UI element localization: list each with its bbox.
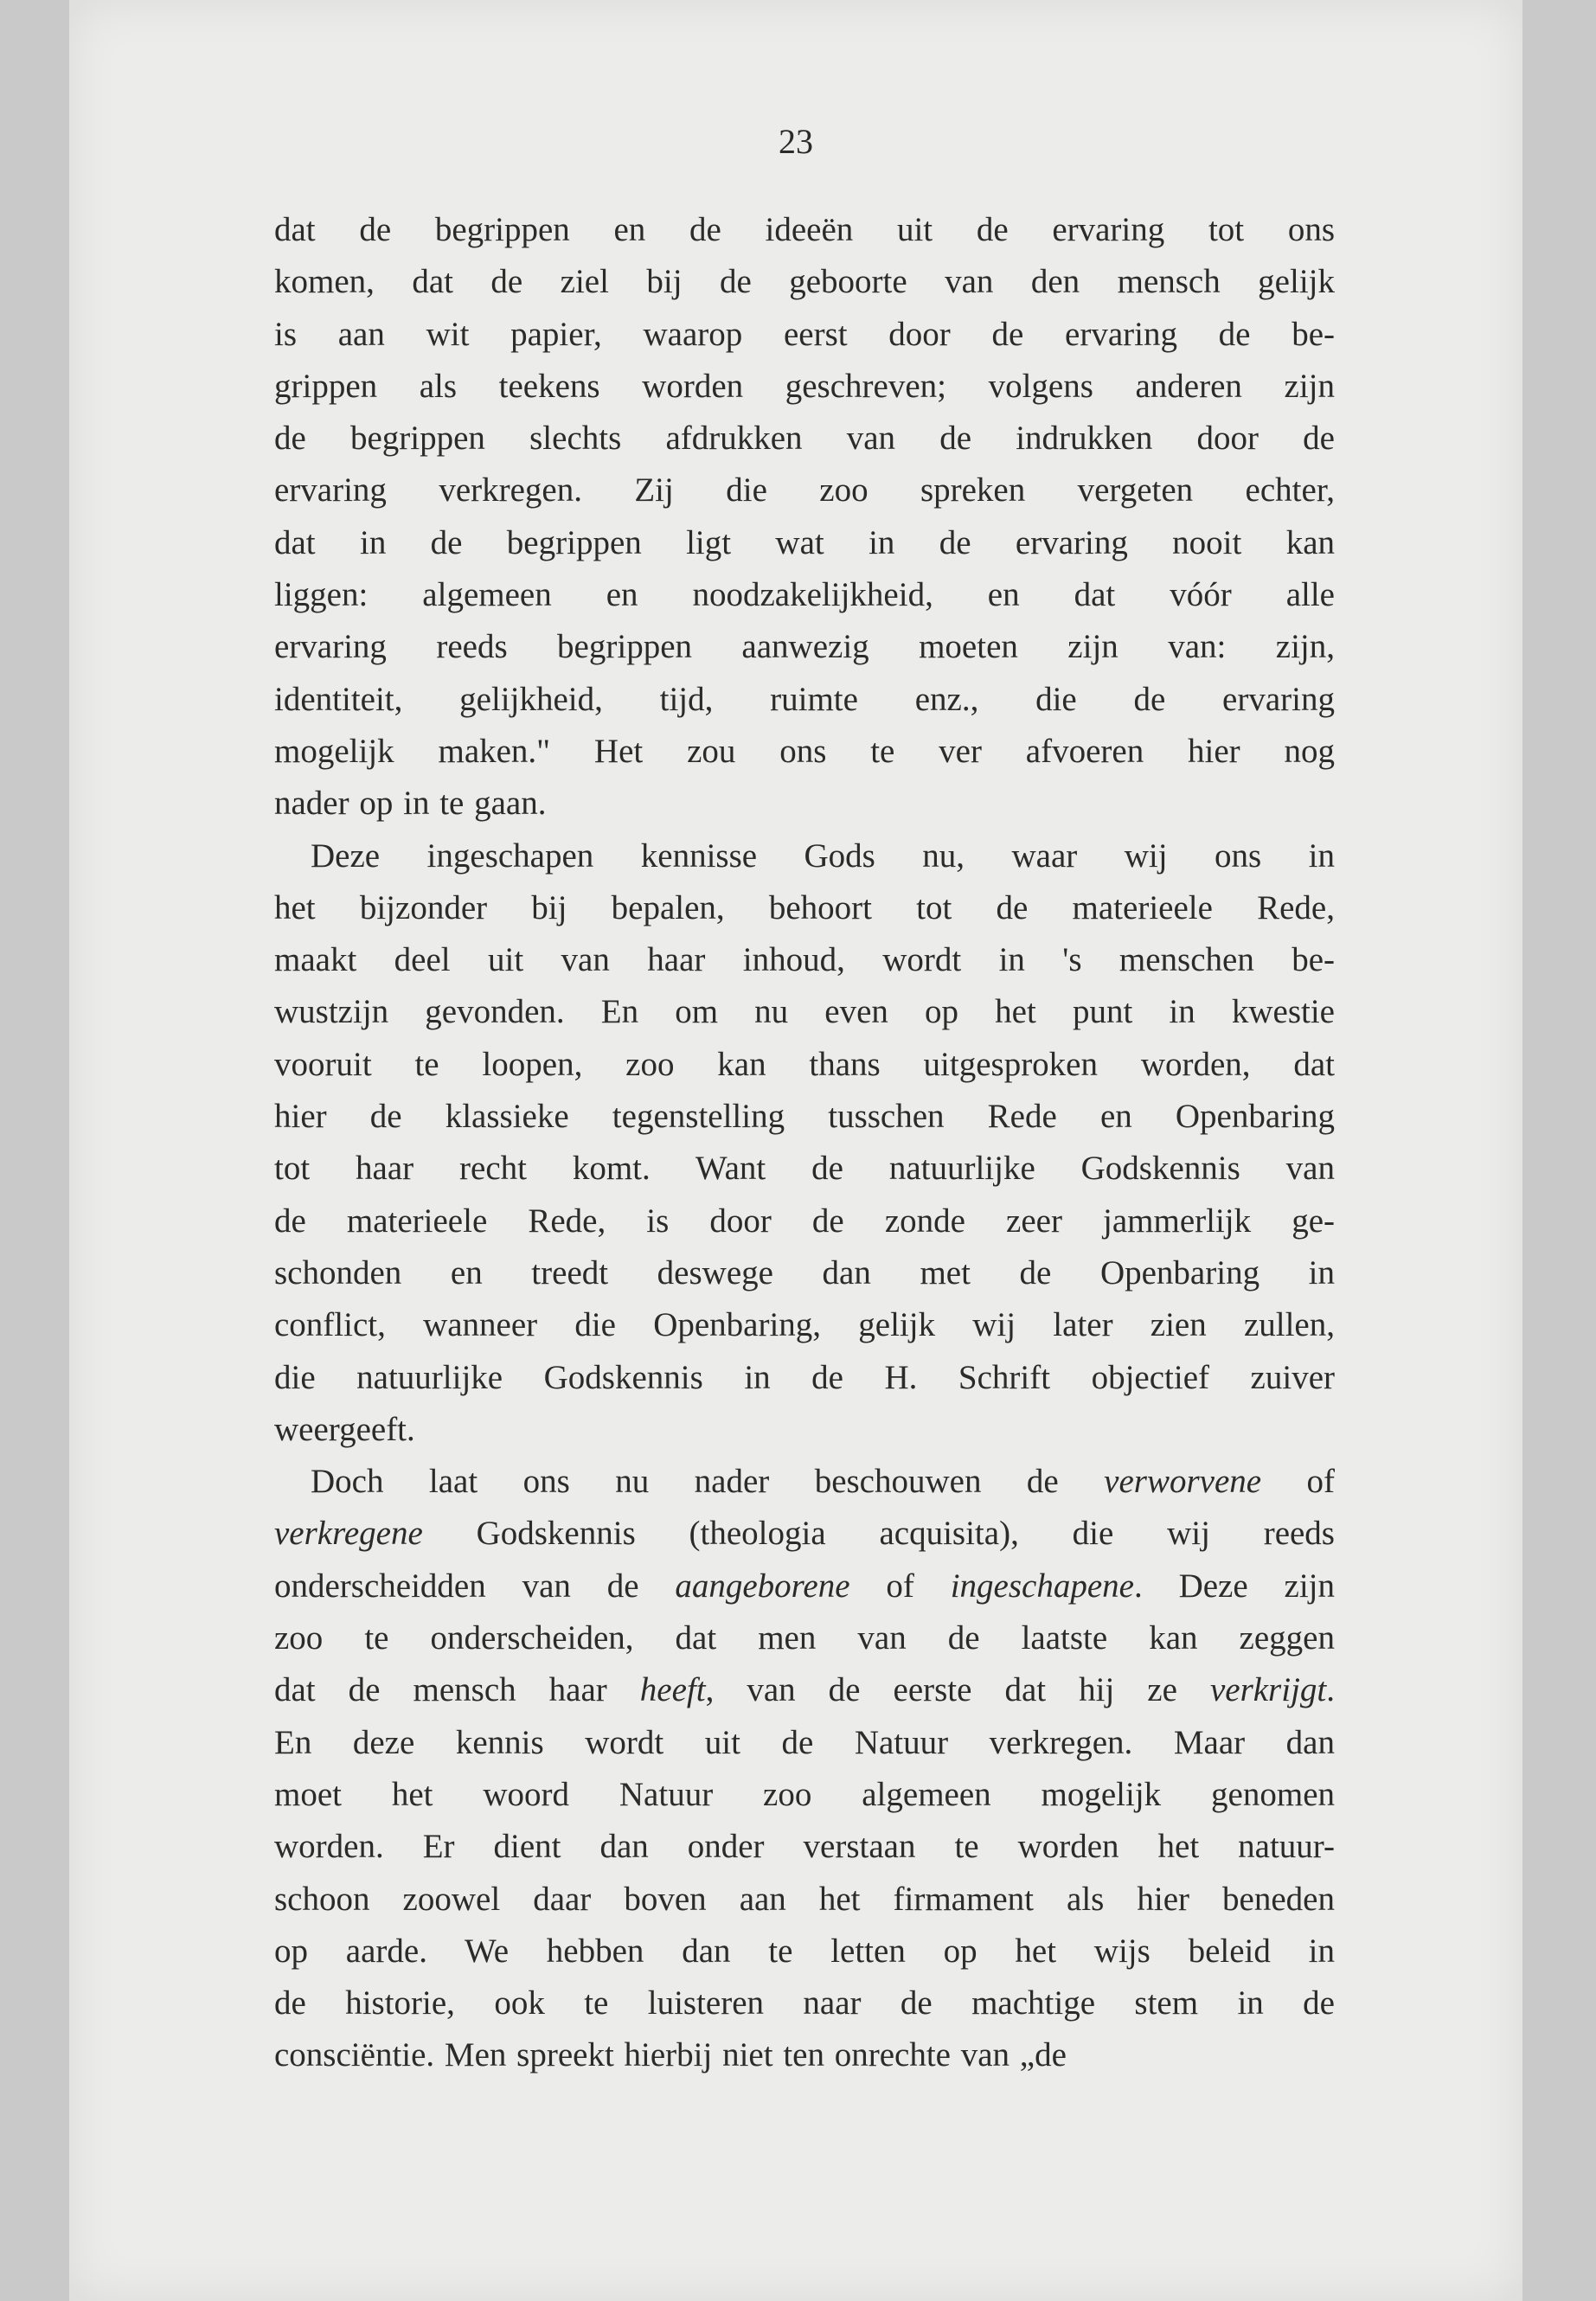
text-line: vooruit te loopen, zoo kan thans uitgesproken worden, dat (274, 1045, 1335, 1083)
text-line: de begrippen slechts afdrukken van de indrukken door de (274, 420, 1335, 458)
text-line: wustzijn gevonden. En om nu even op het punt in kwestie (274, 993, 1335, 1031)
text-line: dat de begrippen en de ideeën uit de ervaring tot ons (274, 211, 1335, 248)
text-line: onderscheidden van de aangeborene of ingeschapene. Deze zijn (274, 1567, 1335, 1605)
page-number: 23 (779, 122, 813, 161)
text-line: het bijzonder bij bepalen, behoort tot de materieele Rede, (274, 888, 1335, 926)
paragraph (274, 1456, 1335, 2082)
text-line: weergeeft. (274, 1410, 415, 1448)
text-line: dat de mensch haar heeft, van de eerste dat hij ze verkrijgt. (274, 1671, 1335, 1709)
text-line: Doch laat ons nu nader beschouwen de verworvene of (311, 1463, 1335, 1501)
text-line: maakt deel uit van haar inhoud, wordt in 's menschen be- (274, 941, 1335, 979)
text-line: is aan wit papier, waarop eerst door de ervaring de be- (274, 315, 1335, 353)
text-line: moet het woord Natuur zoo algemeen mogelijk genomen (274, 1775, 1335, 1813)
text-line: die natuurlijke Godskennis in de H. Schrift objectief zuiver (274, 1358, 1335, 1396)
text-line: ervaring verkregen. Zij die zoo spreken vergeten echter, (274, 471, 1335, 510)
text-line: consciëntie. Men spreekt hierbij niet ten onrechte van „de (274, 2036, 1067, 2074)
paragraph (274, 204, 1335, 830)
body-text (274, 204, 1335, 2082)
text-line: op aarde. We hebben dan te letten op het wijs beleid in (274, 1932, 1335, 1970)
text-line: komen, dat de ziel bij de geboorte van den mensch gelijk (274, 263, 1335, 301)
paragraph (274, 830, 1335, 1457)
text-line: grippen als teekens worden geschreven; volgens anderen zijn (274, 367, 1335, 405)
text-line: dat in de begrippen ligt wat in de ervaring nooit kan (274, 523, 1335, 561)
text-line: liggen: algemeen en noodzakelijkheid, en dat vóór alle (274, 576, 1335, 614)
text-line: ervaring reeds begrippen aanwezig moeten zijn van: zijn, (274, 628, 1335, 666)
text-line: En deze kennis wordt uit de Natuur verkregen. Maar dan (274, 1723, 1335, 1761)
text-line: worden. Er dient dan onder verstaan te worden het natuur- (274, 1828, 1335, 1866)
text-line: de historie, ook te luisteren naar de machtige stem in de (274, 1984, 1335, 2022)
text-line: mogelijk maken." Het zou ons te ver afvoeren hier nog (274, 732, 1335, 770)
text-line: schoon zoowel daar boven aan het firmament als hier beneden (274, 1880, 1335, 1918)
book-page (69, 0, 1522, 2301)
text-line: Deze ingeschapen kennisse Gods nu, waar wij ons in (311, 836, 1335, 875)
text-line: hier de klassieke tegenstelling tusschen Rede en Openbaring (274, 1098, 1335, 1136)
text-line: tot haar recht komt. Want de natuurlijke Godskennis van (274, 1150, 1335, 1188)
text-line: identiteit, gelijkheid, tijd, ruimte enz., die de ervaring (274, 680, 1335, 718)
text-line: nader op in te gaan. (274, 785, 547, 823)
text-line: conflict, wanneer die Openbaring, gelijk wij later zien zullen, (274, 1306, 1335, 1344)
text-line: schonden en treedt deswege dan met de Openbaring in (274, 1253, 1335, 1292)
text-line: verkregene Godskennis (theologia acquisita), die wij reeds (274, 1515, 1335, 1553)
text-line: de materieele Rede, is door de zonde zeer jammerlijk ge- (274, 1202, 1335, 1240)
text-line: zoo te onderscheiden, dat men van de laatste kan zeggen (274, 1619, 1335, 1657)
